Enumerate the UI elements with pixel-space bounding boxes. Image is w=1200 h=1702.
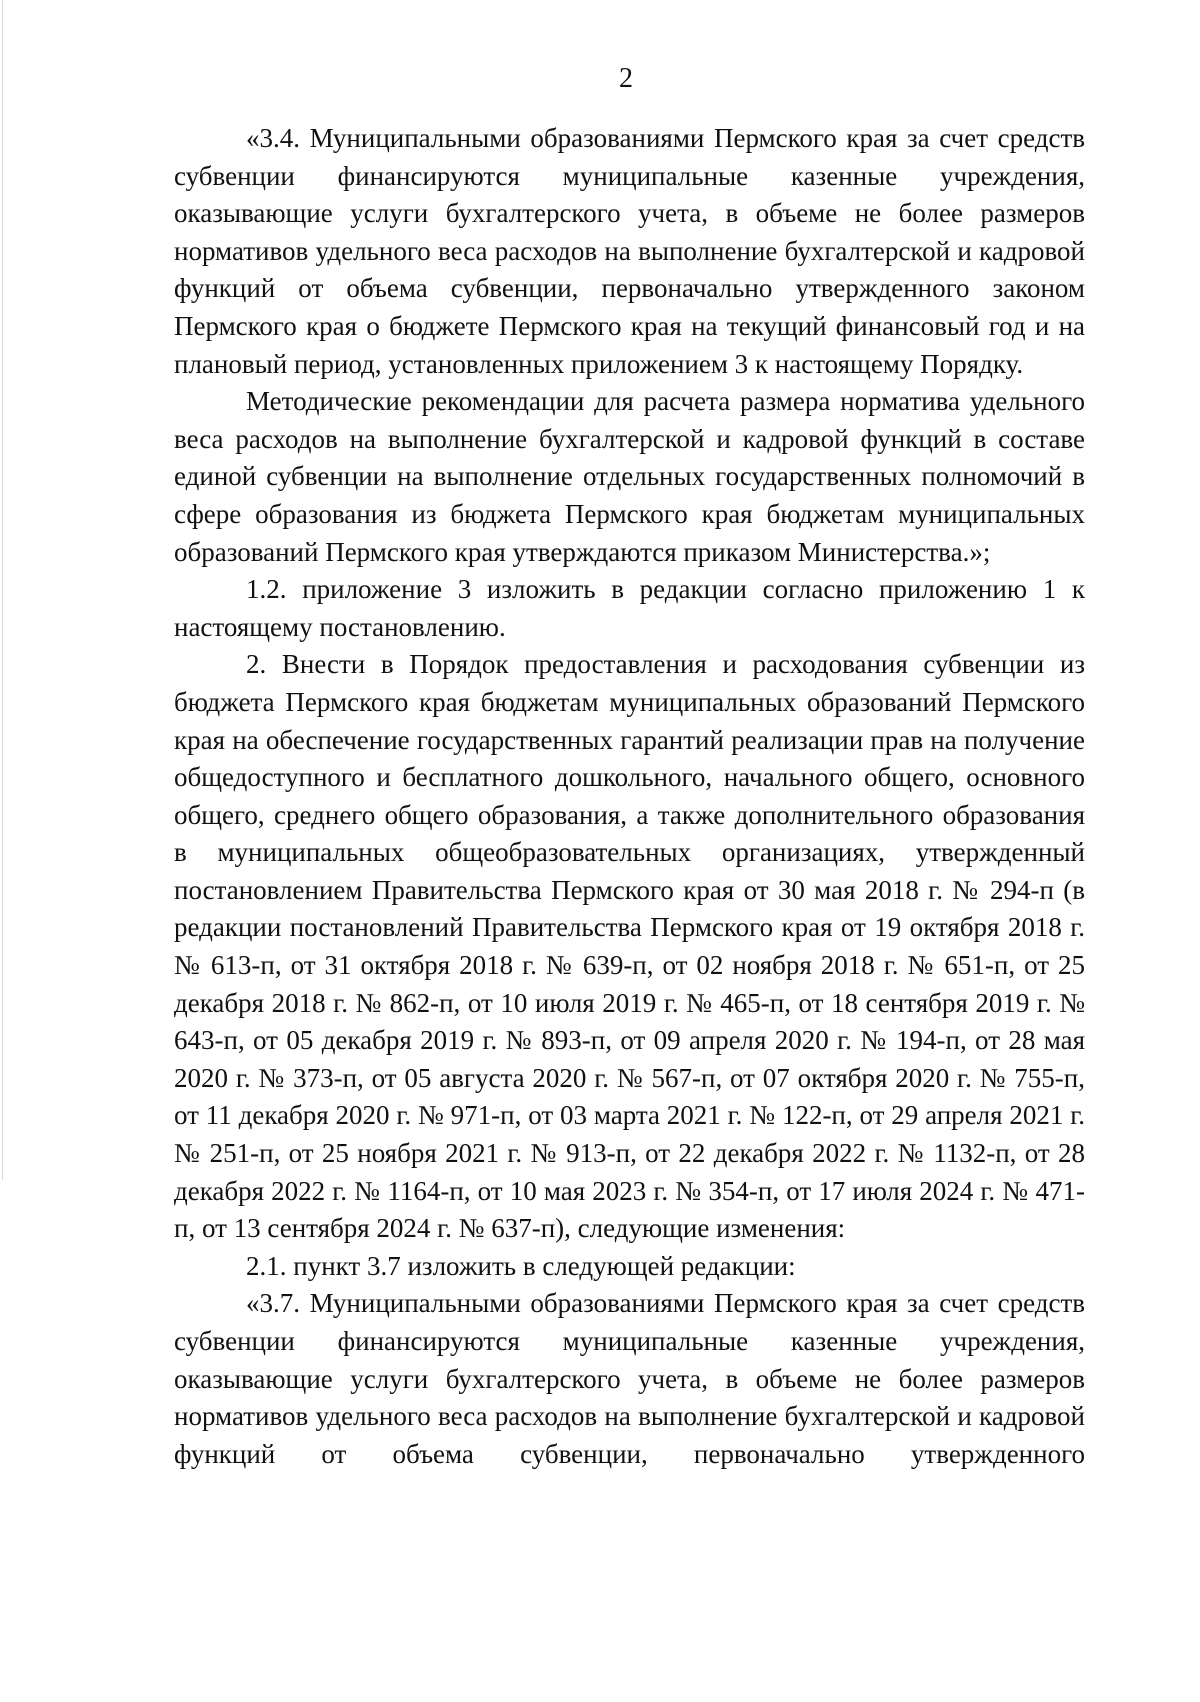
paragraph-3-4: «3.4. Муниципальными образованиями Пермского края за счет средств субвенции финансируются муниципальные казенные учреждения, оказывающие услуги бухгалтерского учета, в объеме не более размеров нормативов удельного веса расходов на выполнение бухгалтерской и кадровой функций от объема субвенции, первоначально утвержденного законом Пермского края о бюджете Пермского края на текущий финансовый год и на плановый период, установленных приложением 3 к настоящему Порядку.: [174, 123, 1085, 379]
scan-edge-line: [2, 0, 3, 1180]
paragraph-2-1: 2.1. пункт 3.7 изложить в следующей редакции:: [246, 1250, 796, 1281]
paragraph-2: 2. Внести в Порядок предоставления и расходования субвенции из бюджета Пермского края бюджетам муниципальных образований Пермского края на обеспечение государственных гарантий реализации прав на получение общедоступного и бесплатного дошкольного, начального общего, основного общего, среднего общего образования, а также дополнительного образования в муниципальных общеобразовательных организациях, утвержденный постановлением Правительства Пермского края от 30 мая 2018 г. № 294-п (в редакции постановлений Правительства Пермского края от 19 октября 2018 г. № 613-п, от 31 октября 2018 г. № 639-п, от 02 ноября 2018 г. № 651-п, от 25 декабря 2018 г. № 862-п, от 10 июля 2019 г. № 465-п, от 18 сентября 2019 г. № 643-п, от 05 декабря 2019 г. № 893-п, от 09 апреля 2020 г. № 194-п, от 28 мая 2020 г. № 373-п, от 05 августа 2020 г. № 567-п, от 07 октября 2020 г. № 755-п, от 11 декабря 2020 г. № 971-п, от 03 марта 2021 г. № 122-п, от 29 апреля 2021 г. № 251-п, от 25 ноября 2021 г. № 913-п, от 22 декабря 2022 г. № 1132-п, от 28 декабря 2022 г. № 1164-п, от 10 мая 2023 г. № 354-п, от 17 июля 2024 г. № 471-п, от 13 сентября 2024 г. № 637-п), следующие изменения:: [174, 649, 1085, 1244]
paragraph-3-7: «3.7. Муниципальными образованиями Пермского края за счет средств субвенции финансируются муниципальные казенные учреждения, оказывающие услуги бухгалтерского учета, в объеме не более размеров нормативов удельного веса расходов на выполнение бухгалтерской и кадровой функций от объема субвенции, первоначально утвержденного: [174, 1288, 1085, 1469]
paragraph-1-2: 1.2. приложение 3 изложить в редакции согласно приложению 1 к настоящему постановлению.: [174, 574, 1085, 642]
document-body: [174, 120, 1085, 1473]
paragraph-methodical-recommendations: Методические рекомендации для расчета размера норматива удельного веса расходов на выполнение бухгалтерской и кадровой функций в составе единой субвенции на выполнение отдельных государственных полномочий в сфере образования из бюджета Пермского края бюджетам муниципальных образований Пермского края утверждаются приказом Министерства.»;: [174, 386, 1085, 567]
page-number: 2: [619, 63, 633, 94]
